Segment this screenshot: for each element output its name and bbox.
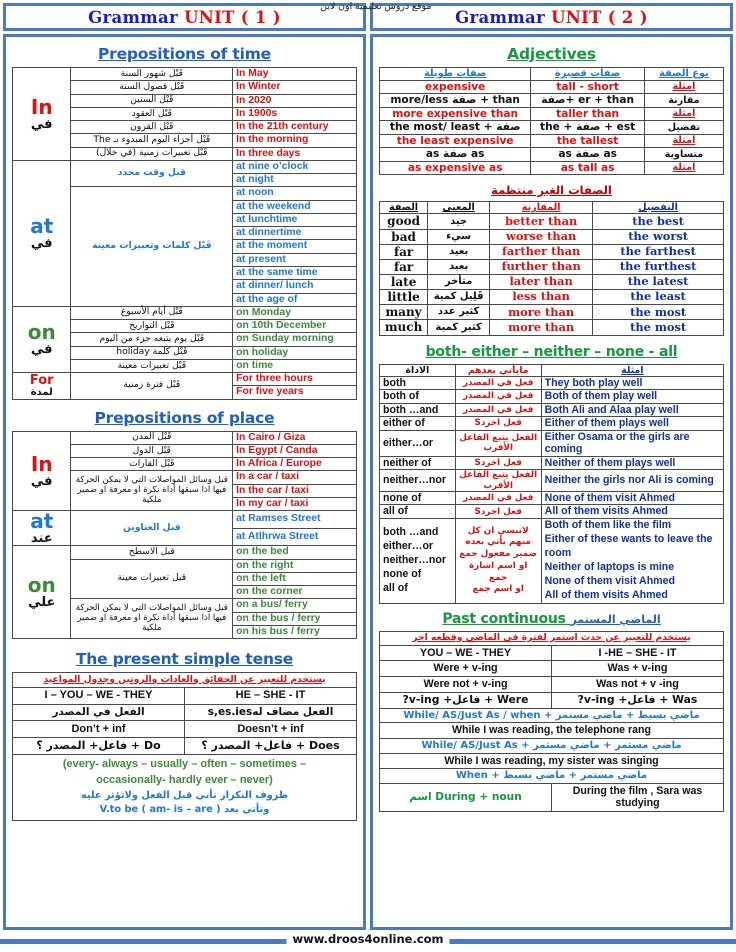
both-summary-example: Both of them like the film — [544, 518, 672, 531]
irregular-adjective: bad — [380, 229, 428, 244]
both-after: فعل في المصدر — [455, 390, 541, 404]
irregular-adjective: far — [380, 259, 428, 274]
past-continuous-title-ar: الماضي المستمر — [570, 612, 661, 626]
preposition-example: on holiday — [233, 346, 357, 359]
prepositions-of-time-title: Prepositions of time — [97, 45, 271, 63]
preposition-example: In the 21th century — [233, 121, 357, 134]
preposition-meaning: قبل وسائل المواصلات التي لا يمكن الحركة فيها اذا سبقها أداة نكرة او معرفة او ضمير ملكية — [71, 599, 233, 639]
irregular-superlative: the least — [593, 290, 724, 305]
preposition-example: In my car / taxi — [233, 497, 357, 510]
pc-during-label: During + noun اسم — [380, 783, 552, 811]
adjective-short-form: as tall as — [531, 161, 645, 175]
table-row — [380, 390, 724, 404]
adverbs-note-ar-1: ظروف التكرار تأتي قبل الفعل ولاتؤثر عليه — [80, 790, 289, 802]
pc-question-plural: Were + فاعل+ v-ing? — [380, 692, 552, 708]
both-after: فعل في المصدر — [455, 403, 541, 417]
irregular-meaning: بعيد — [428, 244, 490, 259]
unit1-banner-word: Grammar — [88, 7, 179, 27]
adjective-type: امثلة — [644, 80, 723, 94]
irregular-adjective: good — [380, 214, 428, 229]
past-continuous-table — [379, 631, 724, 812]
table-row — [380, 148, 724, 162]
irregular-comparative: further than — [490, 259, 593, 274]
left-column — [3, 3, 366, 930]
preposition-meaning: قَبْل القرون — [71, 121, 233, 134]
table-row — [380, 305, 724, 320]
preposition-key-at-1: at في — [13, 160, 71, 306]
both-example: Both of them play well — [541, 390, 723, 404]
adverbs-line-1: (every- always – usually – often – sometimes – — [62, 758, 307, 771]
adjective-type: امثلة — [644, 107, 723, 121]
table-row — [380, 244, 724, 259]
adjectives-header-0: صفات طويلة — [380, 68, 531, 81]
table-row — [380, 417, 724, 431]
both-summary-after-line: لاتنسي ان كل — [467, 525, 529, 536]
adjectives-header-1: صفات قصيرة — [531, 68, 645, 81]
preposition-example: at Atlhrwa Street — [233, 528, 357, 546]
adjective-type: متساوية — [644, 148, 723, 162]
adjectives-title: Adjectives — [507, 45, 596, 63]
both-after: الفعل يتبع الفاعل الأقرب — [455, 470, 541, 492]
preposition-example: at present — [233, 253, 357, 266]
preposition-meaning: قَبْل المدن — [71, 431, 233, 444]
present-simple-note-row — [13, 673, 357, 688]
irregular-comparative: less than — [490, 290, 593, 305]
pc-negative-plural: Were not + v-ing — [380, 677, 552, 693]
table-row — [380, 320, 724, 335]
table-row — [13, 68, 357, 81]
both-tool: all of — [380, 505, 456, 519]
table-row — [380, 214, 724, 229]
both-tool: neither of — [380, 456, 456, 470]
irregular-header-1: المعني — [428, 202, 490, 214]
pc-use-row — [380, 769, 724, 784]
pc-use-row — [380, 738, 724, 753]
both-summary-example: Neither of laptops is mine — [544, 560, 675, 573]
table-row — [380, 692, 724, 708]
adjective-long-form: the least expensive — [380, 134, 531, 148]
preposition-example: In three days — [233, 147, 357, 160]
past-continuous-title-en: Past continuous — [442, 610, 566, 627]
preposition-example: at Ramses Street — [233, 511, 357, 529]
preposition-example: on Sunday morning — [233, 333, 357, 346]
pc-affirmative-plural: Were + v-ing — [380, 661, 552, 677]
preposition-meaning: قَبْل العقود — [71, 107, 233, 120]
preposition-example: In 2020 — [233, 94, 357, 107]
both-summary-example: Either of these wants to leave the room — [544, 532, 713, 559]
table-row — [380, 274, 724, 289]
irregular-meaning: كثير كمية — [428, 320, 490, 335]
both-summary-example: All of them visits Ahmed — [544, 588, 668, 601]
table-row — [380, 661, 724, 677]
both-summary-examples — [541, 518, 723, 603]
preposition-example: at noon — [233, 187, 357, 200]
preposition-example: on a bus/ ferry — [233, 599, 357, 612]
both-summary-after-line: او اسم اشارة — [468, 560, 528, 571]
preposition-example: on time — [233, 359, 357, 372]
irregular-meaning: كثير عدد — [428, 305, 490, 320]
irregular-adjective: many — [380, 305, 428, 320]
preposition-example: In a car / taxi — [233, 471, 357, 484]
both-either-title: both- either – neither – none - all — [425, 343, 678, 360]
preposition-meaning: قَبْل فترة زمنية — [71, 373, 233, 400]
table-header-row — [380, 202, 724, 214]
preposition-meaning: قَبْل يوم يتبعه جزء من اليوم — [71, 333, 233, 346]
preposition-key-arabic: في — [30, 116, 53, 132]
past-continuous-note: يستخدم للتعبير عن حدث استمر لفترة في الماضي وقطعه اخر — [380, 631, 724, 645]
table-header-row — [380, 364, 724, 376]
both-after: فعل في المصدر — [455, 491, 541, 505]
irregular-superlative: the furthest — [593, 259, 724, 274]
ps-question-plural: Do + فاعل+ المصدر ؟ — [13, 738, 185, 755]
preposition-example: In Winter — [233, 81, 357, 94]
table-row — [380, 107, 724, 121]
irregular-superlative: the worst — [593, 229, 724, 244]
both-after: فعل اخردS — [455, 505, 541, 519]
preposition-meaning: قَبْل كلمات وتعبيرات معينة — [71, 187, 233, 306]
adverbs-line-2: occasionally- hardly ever – never) — [96, 774, 273, 787]
irregular-meaning: بعيد — [428, 259, 490, 274]
pc-pronouns-singular: I -HE – SHE - IT — [552, 645, 724, 661]
preposition-example: at lunchtime — [233, 213, 357, 226]
both-example: Both Ali and Alaa play well — [541, 403, 723, 417]
preposition-key-arabic: في — [30, 342, 53, 358]
preposition-example: In Egypt / Canda — [233, 444, 357, 457]
both-summary-after-line: او اسم جمع — [472, 584, 524, 595]
both-tool: either…or — [380, 430, 456, 456]
adjective-short-form: the tallest — [531, 134, 645, 148]
both-example: They both play well — [541, 376, 723, 390]
both-example: Either of them plays well — [541, 417, 723, 431]
irregular-superlative: the latest — [593, 274, 724, 289]
both-either-table — [379, 364, 724, 604]
preposition-example: at the same time — [233, 266, 357, 279]
preposition-example: on Monday — [233, 306, 357, 319]
irregular-header-3: التفضيل — [593, 202, 724, 214]
table-row — [13, 687, 357, 704]
table-row — [380, 403, 724, 417]
both-summary-tool: both …and — [383, 525, 439, 538]
preposition-meaning: قَبْل السنين — [71, 94, 233, 107]
preposition-example: on the right — [233, 559, 357, 572]
both-summary-tools — [380, 518, 456, 603]
table-row — [13, 546, 357, 559]
preposition-key-in-0: In في — [13, 431, 71, 511]
site-watermark: موقع دروس تعليمية اون لاين — [320, 1, 432, 12]
pc-formula-1: ماضي بسيط + ماضي مستمر + While/ AS/Just As / when — [380, 708, 724, 723]
preposition-example: on the bed — [233, 546, 357, 559]
preposition-example: In 1900s — [233, 107, 357, 120]
irregular-superlative: the most — [593, 305, 724, 320]
pc-negative-singular: Was not + v -ing — [552, 677, 724, 693]
both-summary-after — [455, 518, 541, 603]
both-tool: either of — [380, 417, 456, 431]
ps-pronouns-plural: I – YOU – WE - THEY — [13, 687, 185, 704]
right-column-body — [370, 34, 733, 930]
irregular-superlative: the best — [593, 214, 724, 229]
adjectives-table — [379, 67, 724, 175]
adjectives-header-2: نوع الصفة — [644, 68, 723, 81]
adjective-short-form: tall - short — [531, 80, 645, 94]
both-summary-tool: neither…nor — [383, 553, 446, 566]
irregular-comparative: farther than — [490, 244, 593, 259]
both-tool: both — [380, 376, 456, 390]
preposition-key-arabic: في — [30, 236, 53, 252]
table-row — [380, 229, 724, 244]
present-simple-table — [12, 672, 357, 820]
pc-example-row — [380, 753, 724, 769]
ps-negative-singular: Doesn’t + inf — [185, 721, 357, 738]
preposition-example: In the car / taxi — [233, 484, 357, 497]
irregular-superlative: the farthest — [593, 244, 724, 259]
present-simple-note: يستخدم للتعبير عن الحقائق والعادات والروتين وجدول المواعيد — [13, 673, 357, 688]
unit2-banner-unit: UNIT ( 2 ) — [551, 7, 648, 27]
both-tool: none of — [380, 491, 456, 505]
preposition-key-on-2: on علي — [13, 546, 71, 639]
present-simple-title: The present simple tense — [75, 650, 294, 669]
irregular-adjective: little — [380, 290, 428, 305]
table-row — [13, 160, 357, 173]
preposition-meaning: قبل العناوين — [71, 511, 233, 546]
preposition-meaning: قَبْل كلمة holiday — [71, 346, 233, 359]
adjective-long-form: as expensive as — [380, 161, 531, 175]
adjective-type: امثلة — [644, 161, 723, 175]
both-example: Neither of them plays well — [541, 456, 723, 470]
table-row — [380, 161, 724, 175]
pc-during-example: During the film , Sara was studying — [552, 783, 724, 811]
preposition-meaning: قبل وقت محدد — [71, 160, 233, 187]
preposition-example: In Africa / Europe — [233, 458, 357, 471]
table-row — [380, 505, 724, 519]
ps-pronouns-singular: HE – SHE - IT — [185, 687, 357, 704]
both-summary-tool: either…or — [383, 539, 434, 552]
preposition-example: at nine o’clock — [233, 160, 357, 173]
both-after: الفعل يتبع الفاعل الأقرب — [455, 430, 541, 456]
table-row — [380, 134, 724, 148]
table-row — [380, 491, 724, 505]
past-continuous-note-row — [380, 631, 724, 645]
preposition-example: on 10th December — [233, 320, 357, 333]
pc-question-singular: Was + فاعل+ v-ing? — [552, 692, 724, 708]
irregular-comparative: more than — [490, 320, 593, 335]
adjective-long-form: more/less صفة + than — [380, 94, 531, 108]
irregular-meaning: قَلِيل كمية — [428, 290, 490, 305]
both-example: None of them visit Ahmed — [541, 491, 723, 505]
preposition-example: on his bus / ferry — [233, 625, 357, 638]
table-row — [380, 94, 724, 108]
preposition-example: at dinnertime — [233, 227, 357, 240]
adverbs-note-ar-2: وتأتي بعد V.to be ( am- is – are ) — [99, 804, 270, 816]
both-tool: both of — [380, 390, 456, 404]
right-column — [370, 3, 733, 930]
unit2-banner-word: Grammar — [455, 7, 546, 27]
unit1-banner — [3, 3, 366, 31]
table-row — [13, 431, 357, 444]
adjective-long-form: more expensive than — [380, 107, 531, 121]
table-row — [13, 306, 357, 319]
ps-form-plural: الفعل في المصدر — [13, 704, 185, 720]
table-row — [380, 121, 724, 135]
both-example: Either Osama or the girls are coming — [541, 430, 723, 456]
past-continuous-title — [379, 611, 724, 627]
preposition-key-in-0: In في — [13, 68, 71, 161]
irregular-header-2: المقارنة — [490, 202, 593, 214]
present-simple-adverbs — [13, 755, 357, 820]
irregular-superlative: the most — [593, 320, 724, 335]
both-summary-after-line: جمع — [489, 572, 508, 583]
irregular-adjective: far — [380, 244, 428, 259]
unit1-banner-unit: UNIT ( 1 ) — [184, 7, 281, 27]
preposition-example: at night — [233, 174, 357, 187]
table-row — [13, 373, 357, 386]
adjective-type: مقارنة — [644, 94, 723, 108]
preposition-key-arabic: لمدة — [30, 386, 53, 398]
adjective-type: تفضيل — [644, 121, 723, 135]
preposition-example: at the moment — [233, 240, 357, 253]
both-summary-tool: all of — [383, 581, 408, 594]
pc-formula-3: ماضي مستمر + ماضي بسيط + When — [380, 769, 724, 784]
both-summary-example: None of them visit Ahmed — [544, 574, 675, 587]
irregular-header-0: الصفة — [380, 202, 428, 214]
preposition-example: For five years — [233, 386, 357, 399]
left-column-body — [3, 34, 366, 930]
pc-formula-2: ماضي مستمر + ماضي مستمر + While/ AS/Just As — [380, 738, 724, 753]
adjective-short-form: as صفة as — [531, 148, 645, 162]
irregular-comparative: more than — [490, 305, 593, 320]
table-row — [380, 677, 724, 693]
adjective-short-form: the + صفة + est — [531, 121, 645, 135]
preposition-meaning: قَبْل الدول — [71, 444, 233, 457]
preposition-key-on-2: on في — [13, 306, 71, 372]
preposition-meaning: قبل وسائل المواصلات التي لا يمكن الحركة فيها اذا سبقها أداة نكرة او معرفة او ضمير ملكية — [71, 471, 233, 511]
pc-affirmative-singular: Was + v-ing — [552, 661, 724, 677]
both-summary-after-line: منهم يأتي بعده — [465, 537, 531, 548]
irregular-meaning: سيء — [428, 229, 490, 244]
preposition-example: on the left — [233, 572, 357, 585]
table-row — [13, 721, 357, 738]
preposition-example: on the corner — [233, 586, 357, 599]
footer-url: www.droos4online.com — [286, 932, 449, 946]
preposition-example: In Cairo / Giza — [233, 431, 357, 444]
pc-example-row — [380, 723, 724, 739]
adjective-long-form: the most/ least + صفة — [380, 121, 531, 135]
table-row — [380, 470, 724, 492]
table-row — [380, 259, 724, 274]
preposition-meaning: قَبْل أيام الأسبوع — [71, 306, 233, 319]
preposition-example: For three hours — [233, 373, 357, 386]
preposition-key-arabic: علي — [28, 595, 56, 611]
table-row — [380, 290, 724, 305]
pc-example-2: While I was reading, my sister was singing — [380, 753, 724, 769]
ps-form-singular: الفعل مضاف لهs,es.ies — [185, 704, 357, 720]
table-row — [13, 511, 357, 529]
both-summary-row — [380, 518, 724, 603]
table-row — [380, 430, 724, 456]
both-example: All of them visits Ahmed — [541, 505, 723, 519]
both-after: فعل اخردS — [455, 456, 541, 470]
preposition-key-arabic: في — [30, 473, 53, 489]
preposition-key-at-1: at عند — [13, 511, 71, 546]
pc-during-row — [380, 783, 724, 811]
both-tool: neither…nor — [380, 470, 456, 492]
both-example: Neither the girls nor Ali is coming — [541, 470, 723, 492]
preposition-example: at the age of — [233, 293, 357, 306]
both-header-tool: الاداة — [380, 364, 456, 376]
preposition-meaning: قبل تعبيرات معينة — [71, 559, 233, 599]
irregular-adjectives-table — [379, 201, 724, 336]
prepositions-of-time-table — [12, 67, 357, 400]
adjective-type: امثلة — [644, 134, 723, 148]
both-after: فعل اخردS — [455, 417, 541, 431]
preposition-meaning: قَبْل تعبيرات معينة — [71, 359, 233, 372]
both-summary-after-line: ضمير مفعول جمع — [459, 549, 538, 560]
irregular-comparative: later than — [490, 274, 593, 289]
preposition-example: on the bus / ferry — [233, 612, 357, 625]
table-row — [13, 738, 357, 755]
prepositions-of-place-table — [12, 431, 357, 639]
irregular-adjective: late — [380, 274, 428, 289]
table-row — [13, 704, 357, 720]
irregular-adjectives-title: الصفات الغير منتظمة — [491, 183, 612, 198]
preposition-example: at dinner/ lunch — [233, 280, 357, 293]
ps-question-singular: Does + فاعل+ المصدر ؟ — [185, 738, 357, 755]
irregular-comparative: better than — [490, 214, 593, 229]
both-header-after: مايأتي بعدهم — [455, 364, 541, 376]
adjective-short-form: taller than — [531, 107, 645, 121]
pc-example-1: While I was reading, the telephone rang — [380, 723, 724, 739]
preposition-example: In May — [233, 68, 357, 81]
adjective-long-form: expensive — [380, 80, 531, 94]
both-summary-tool: none of — [383, 567, 422, 580]
irregular-meaning: متأخر — [428, 274, 490, 289]
preposition-meaning: قَبْل أجزاء اليوم المبدوء بـ The — [71, 134, 233, 147]
adjective-long-form: as صفة as — [380, 148, 531, 162]
prepositions-of-place-title: Prepositions of place — [94, 408, 275, 427]
table-row — [380, 376, 724, 390]
irregular-adjective: much — [380, 320, 428, 335]
page-footer — [0, 930, 736, 952]
adjective-short-form: صفة+ er + than — [531, 94, 645, 108]
preposition-meaning: قَبْل شهور السنة — [71, 68, 233, 81]
irregular-comparative: worse than — [490, 229, 593, 244]
both-after: فعل في المصدر — [455, 376, 541, 390]
preposition-key-arabic: عند — [30, 531, 53, 547]
ps-negative-plural: Don’t + inf — [13, 721, 185, 738]
preposition-meaning: قَبْل التواريخ — [71, 320, 233, 333]
present-simple-adverbs-row — [13, 755, 357, 820]
preposition-meaning: قَبْل القارات — [71, 458, 233, 471]
both-header-example: امثلة — [541, 364, 723, 376]
preposition-example: at the weekend — [233, 200, 357, 213]
preposition-key-for-3: For لمدة — [13, 373, 71, 400]
pc-pronouns-plural: YOU – WE - THEY — [380, 645, 552, 661]
table-row — [380, 456, 724, 470]
preposition-example: In the morning — [233, 134, 357, 147]
preposition-meaning: قَبْل تعبيرات زمنية (في خلال) — [71, 147, 233, 160]
both-tool: both …and — [380, 403, 456, 417]
preposition-meaning: قبل الاسطح — [71, 546, 233, 559]
pc-use-row — [380, 708, 724, 723]
table-row — [380, 645, 724, 661]
preposition-meaning: قَبْل فصول السنة — [71, 81, 233, 94]
table-header-row — [380, 68, 724, 81]
table-row — [380, 80, 724, 94]
irregular-meaning: جيد — [428, 214, 490, 229]
